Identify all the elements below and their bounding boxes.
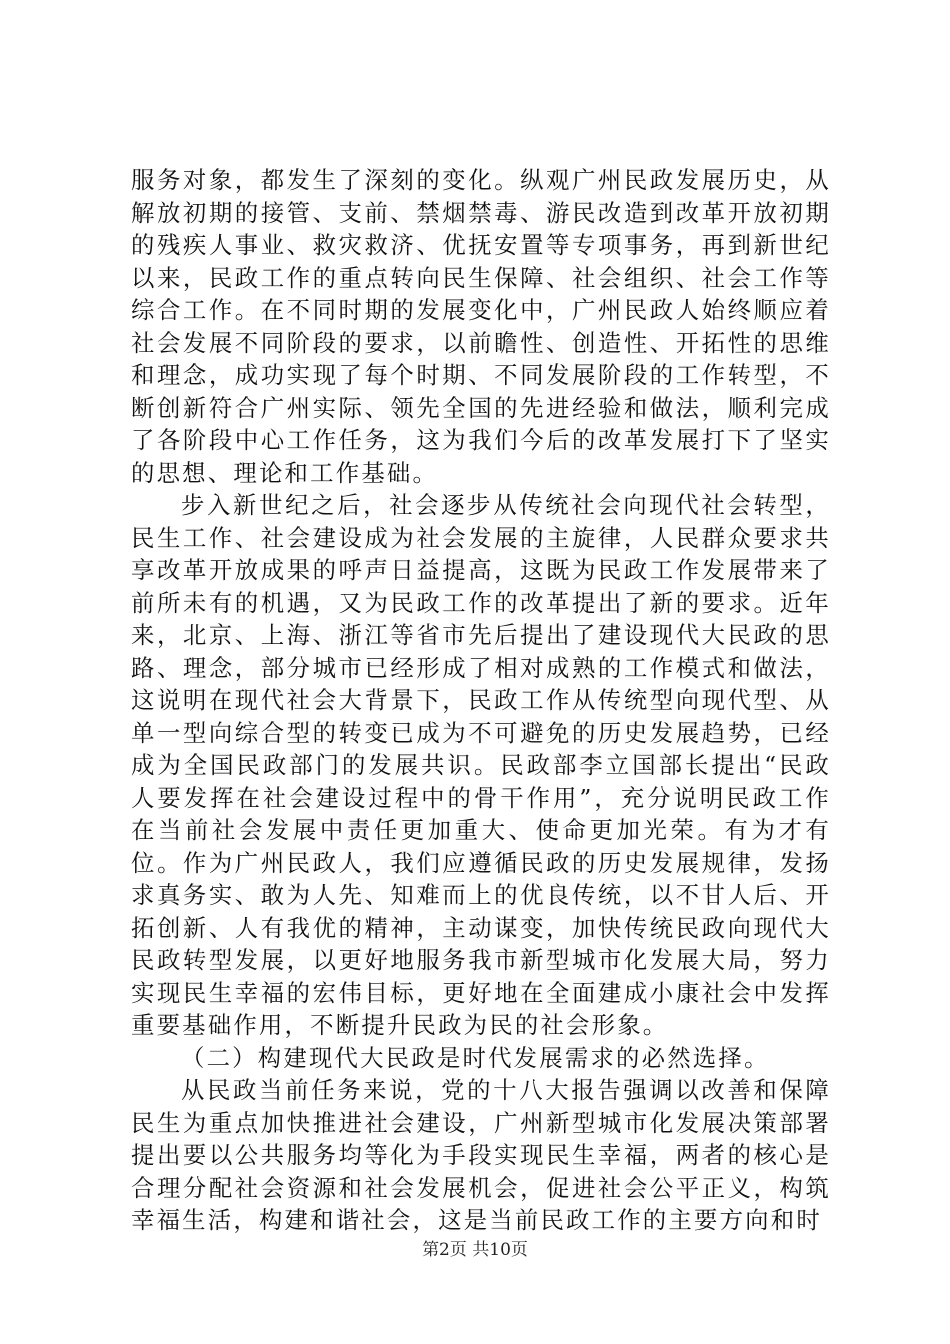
paragraph-continuation: 服务对象，都发生了深刻的变化。纵观广州民政发展历史，从解放初期的接管、支前、禁烟禁毒、游民改造到改革开放初期的残疾人事业、救灾救济、优抚安置等专项事务，再到新世纪以来，民政工作的重点转向民生保障、社会组织、社会工作等综合工作。在不同时期的发展变化中，广州民政人始终顺应着社会发展不同阶段的要求，以前瞻性、创造性、开拓性的思维和理念，成功实现了每个时期、不同发展阶段的工作转型，不断创新符合广州实际、领先全国的先进经验和做法，顺利完成了各阶段中心工作任务，这为我们今后的改革发展打下了坚实的思想、理论和工作基础。: [131, 166, 831, 487]
body-text: [131, 164, 831, 1237]
paragraph-new-century: 步入新世纪之后，社会逐步从传统社会向现代社会转型，民生工作、社会建设成为社会发展的主旋律，人民群众要求共享改革开放成果的呼声日益提高，这既为民政工作发展带来了前所未有的机遇，又为民政工作的改革提出了新的要求。近年来，北京、上海、浙江等省市先后提出了建设现代大民政的思路、理念，部分城市已经形成了相对成熟的工作模式和做法，这说明在现代社会大背景下，民政工作从传统型向现代型、从单一型向综合型的转变已成为不可避免的历史发展趋势，已经成为全国民政部门的发展共识。民政部李立国部长提出“民政人要发挥在社会建设过程中的骨干作用”，充分说明民政工作在当前社会发展中责任更加重大、使命更加光荣。有为才有位。作为广州民政人，我们应遵循民政的历史发展规律，发扬求真务实、敢为人先、知难而上的优良传统，以不甘人后、开拓创新、人有我优的精神，主动谋变，加快传统民政向现代大民政转型发展，以更好地服务我市新型城市化发展大局，努力实现民生幸福的宏伟目标，更好地在全面建成小康社会中发挥重要基础作用，不断提升民政为民的社会形象。: [131, 491, 831, 1039]
paragraph-current-tasks: 从民政当前任务来说，党的十八大报告强调以改善和保障民生为重点加快推进社会建设，广州新型城市化发展决策部署提出要以公共服务均等化为手段实现民生幸福，两者的核心是合理分配社会资源和社会发展机会，促进社会公平正义，构筑幸福生活，构建和谐社会，这是当前民政工作的主要方向和时: [131, 1076, 831, 1234]
section-heading: （二）构建现代大民政是时代发展需求的必然选择。: [181, 1043, 770, 1072]
page-number-footer: 第2页 共10页: [422, 1240, 528, 1260]
